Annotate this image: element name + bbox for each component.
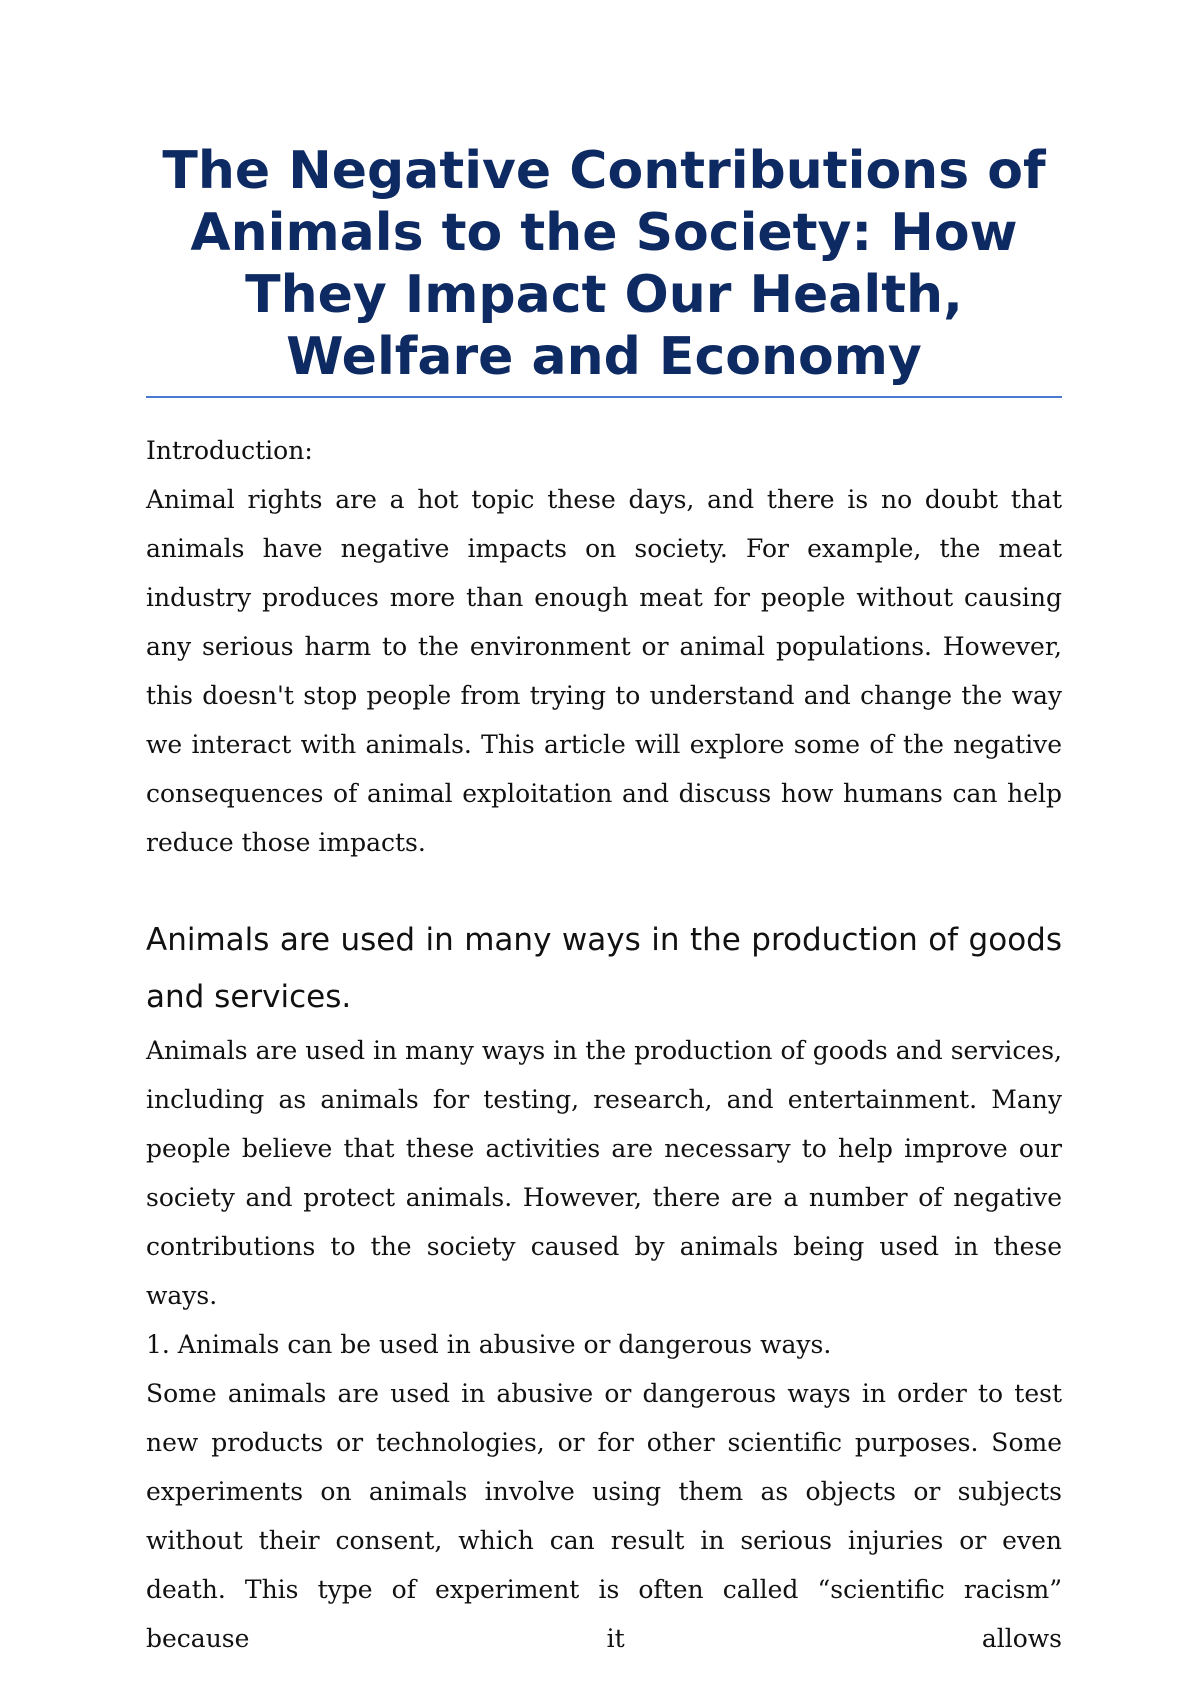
document-title: The Negative Contributions of Animals to the Society: How They Impact Our Health, Welfare and Economy bbox=[162, 141, 1046, 387]
intro-label: Introduction: bbox=[146, 436, 313, 465]
section-heading: Animals are used in many ways in the production of goods and services. bbox=[146, 922, 1062, 1015]
title-underline-divider bbox=[146, 396, 1062, 398]
list-item-1: 1. Animals can be used in abusive or dangerous ways. bbox=[146, 1330, 832, 1359]
list-item-1-paragraph: Some animals are used in abusive or dangerous ways in order to test new products or technologies, or for other scientific purposes. Some experiments on animals involve using them as objects or subjects without their consent, which can result in serious injuries or even death. This type of experiment is often called “scientific racism” because it allows bbox=[146, 1379, 1062, 1653]
document-page bbox=[146, 140, 1062, 1663]
intro-paragraph: Animal rights are a hot topic these days, and there is no doubt that animals have negative impacts on society. For example, the meat industry produces more than enough meat for people without causing any serious harm to the environment or animal populations. However, this doesn't stop people from trying to understand and change the way we interact with animals. This article will explore some of the negative consequences of animal exploitation and discuss how humans can help reduce those impacts. bbox=[146, 485, 1062, 857]
section-paragraph: Animals are used in many ways in the production of goods and services, including as animals for testing, research, and entertainment. Many people believe that these activities are necessary to help improve our society and protect animals. However, there are a number of negative contributions to the society caused by animals being used in these ways. bbox=[146, 1036, 1062, 1310]
